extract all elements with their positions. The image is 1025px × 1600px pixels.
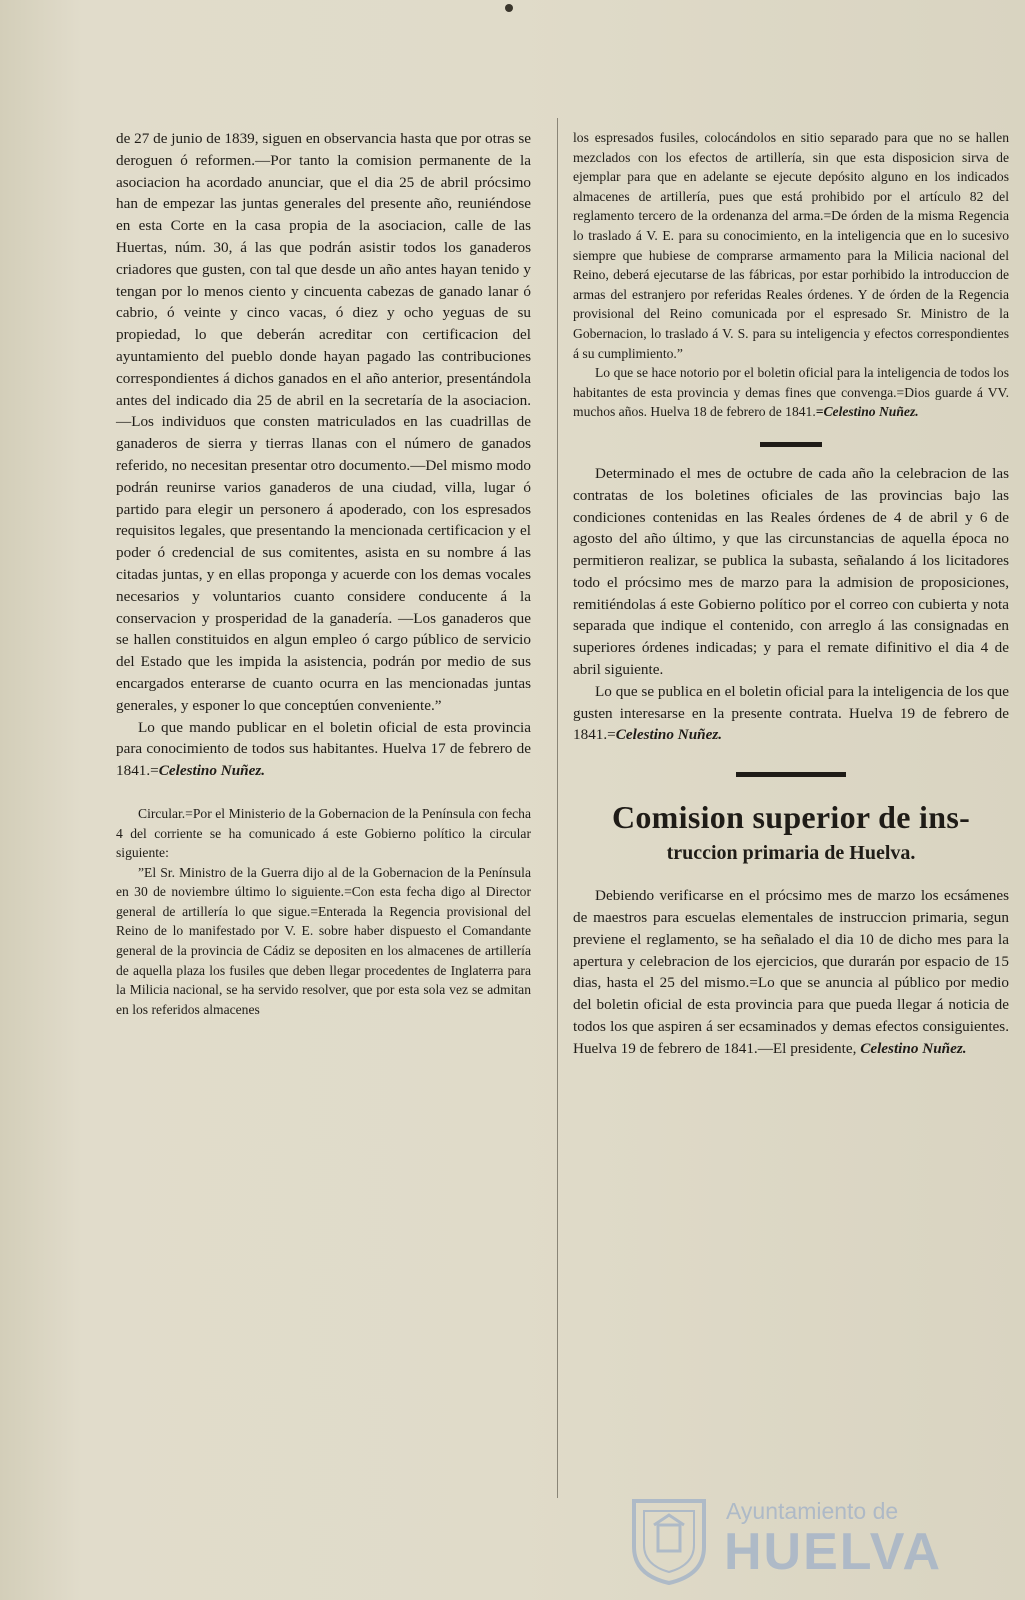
section-divider [760,442,822,447]
archive-watermark [628,1493,968,1588]
examenes-announcement: Debiendo verificarse en el prócsimo mes de marzo los ecsámenes de maestros para escuelas elementales de instruccion primaria, segun previene el reglamento, se ha señalado el dia 10 de dicho mes para la apertura y celebracion de los ejercicios, que durarán por espacio de 15 dias, hasta el 25 del mismo.=Lo que se anuncia al público por medio del boletin oficial de esta provincia para que pueda llegar á noticia de todos los que aspiren á ser ecsaminados y demas efectos consiguientes. Huelva 19 de febrero de 1841.—El presidente, Celestino Nuñez. [573,887,1009,1057]
binding-hole [505,4,513,12]
right-column [573,128,1009,1060]
signature: Celestino Nuñez. [158,762,266,780]
city-seal-icon [628,1495,710,1585]
ganaderos-announcement-text: de 27 de junio de 1839, siguen en observancia hasta que por otras se deroguen ó reformen.—Por tanto la comision permanente de la asociacion ha acordado anunciar, que el dia 25 de abril prócsimo han de empezar las juntas generales del presente año, reuniéndose en esta Corte en la casa propia de la asociacion, calle de las Huertas, núm. 30, á las que podrán asistir todos los ganaderos criadores que gusten, con tal que desde un año antes hayan tenido y tengan por lo menos ciento y cincuenta cabezas de ganado lanar ó cabrio, ó veinte y cinco vacas, ó diez y ocho yeguas de su propiedad, lo que deberán acreditar con certificacion del ayuntamiento del pueblo donde hayan pagado las contribuciones correspondientes á dichos ganados en el año anterior, presentándola antes del indicado dia 25 de abril en la secretaría de la asociacion.—Los individuos que consten matriculados en las cuadrillas de ganaderos de sierra y tierras llanas con el número de ganados referido, no necesitan presentar otro documento.—Del mismo modo podrán reunirse varios ganaderos de una ciudad, villa, lugar ó partido para elegir un personero á apoderado, con los espresados requisitos legales, que presentando la mencionada certificacion y el poder ó credencial de sus comitentes, asista en su nombre á las citadas juntas, y en ellas proponga y acuerde con los demas vocales necesarios y voluntarios cuanto considere conducente á la conservacion y prosperidad de la ganadería. —Los ganaderos que se hallen constituidos en algun empleo ó cargo público de servicio del Estado que les impida la asistencia, podrán por medio de sus encargados enterarse de cuanto ocurra en las mencionadas juntas generales, y esponer lo que conceptúen conveniente.” [116,130,532,714]
circular-continued: los espresados fusiles, colocándolos en sitio separado para que no se hallen mezclados con los efectos de artillería, sin que esta disposicion sirva de ejemplar para que en adelante se ejecute depósito alguno en los indicados almacenes de artillería, pues que está prohibido por el artículo 82 del reglamento tercero de la ordenanza del arma.=De órden de la misma Regencia lo traslado á V. E. para su conocimiento, en la inteligencia que en lo sucesivo siempre que hubiese de comprarse armamento para la Milicia nacional del Reino, deberá ejecutarse de las fábricas, por estar porhibido la introduccion de armas del estranjero por referidas Reales órdenes. Y de órden de la Regencia provisional del Reino comunicada por el espresado Sr. Ministro de la Gobernacion, lo traslado á V. S. para su inteligencia y efectos correspondientes á su cumplimiento.” [573,130,1009,361]
circular-text: ”El Sr. Ministro de la Guerra dijo al de la Gobernacion de la Península en 30 de noviembre último lo siguiente.=Con esta fecha digo al Director general de artillería lo que sigue.=Enterada la Regencia provisional del Reino de lo manifestado por V. E. sobre haber dispuesto el Comandante general de la provincia de Cádiz se depositen en los almacenes de artillería de aquella plaza los fusiles que deben llegar procedentes de Inglaterra para la Milicia nacional, se ha servido resolver, que por esta sola vez se admitan en los referidos almacenes [116,864,531,1017]
circular-notice: Lo que se hace notorio por el boletin oficial para la inteligencia de todos los habitantes de esta provincia y demas fines que convenga.=Dios guarde á VV. muchos años. Huelva 18 de febrero de 1841.=Celestino Nuñez. [573,365,1009,420]
watermark-line2: HUELVA [724,1523,943,1581]
circular-intro: Circular.=Por el Ministerio de la Gobernacion de la Península con fecha 4 del corriente se ha comunicado á este Gobierno político la circular siguiente: [116,805,531,861]
signature: Celestino Nuñez. [615,726,723,744]
column-divider [557,118,558,1498]
section-subheading: truccion primaria de Huelva. [666,842,916,865]
watermark-line1: Ayuntamiento de [726,1498,899,1524]
publication-order: Lo que mando publicar en el boletin oficial de esta provincia para conocimiento de todos sus habitantes. Huelva 17 de febrero de 1841.=Celestino Nuñez. [116,718,531,780]
contratas-publication: Lo que se publica en el boletin oficial para la inteligencia de los que gusten interesarse en la presente contrata. Huelva 19 de febrero de 1841.=Celestino Nuñez. [573,682,1009,744]
section-divider [736,772,846,777]
signature: Celestino Nuñez. [860,1039,967,1057]
contratas-announcement: Determinado el mes de octubre de cada año la celebracion de las contratas de los boletines oficiales de las provincias bajo las condiciones contenidas en las Reales órdenes de 4 de abril y 6 de agosto del año último, y que las circunstancias de aquella época no permitieron realizar, se publica la subasta, señalando á los licitadores todo el prócsimo mes de marzo para la admision de proposiciones, remitiéndolas á este Gobierno político por el correo con cubierta y nota separada que indique el contenido, con arreglo á las consignadas en superiores órdenes indicadas; y para el remate difinitivo el dia 4 de abril siguiente. [573,464,1009,679]
left-column [116,128,531,1019]
section-heading: Comision superior de ins- [611,799,971,836]
signature: =Celestino Nuñez. [815,404,919,420]
